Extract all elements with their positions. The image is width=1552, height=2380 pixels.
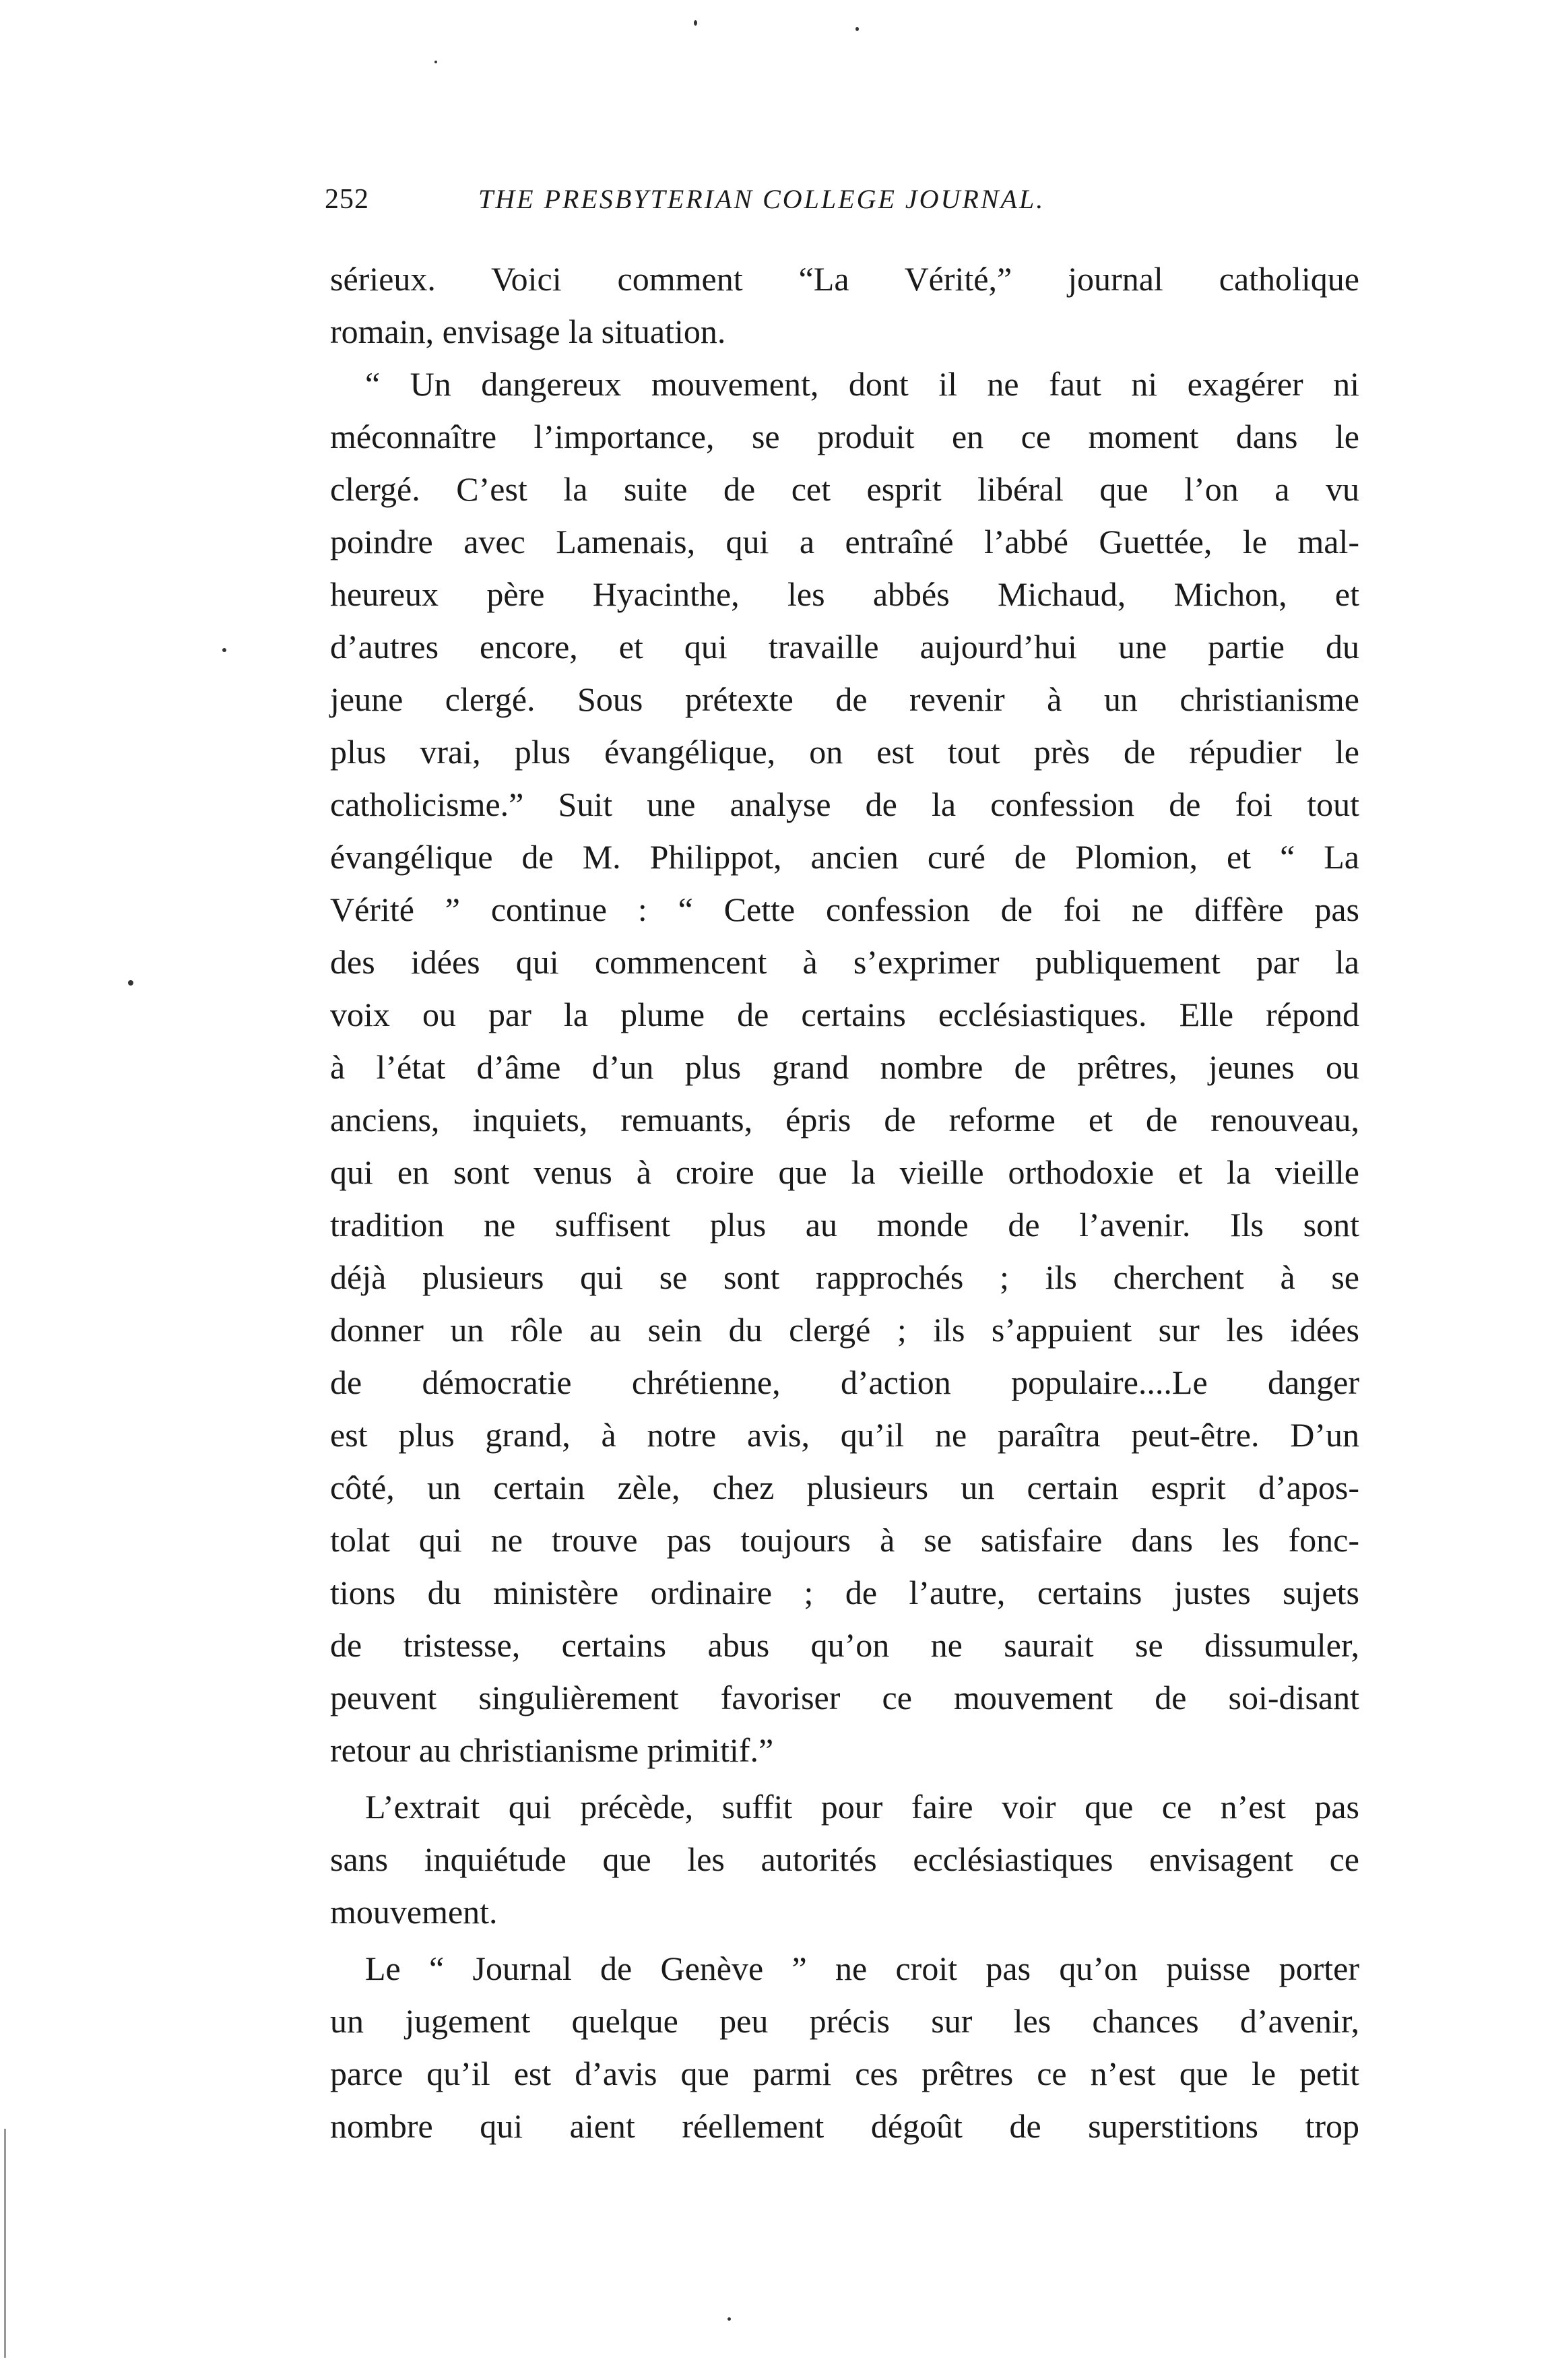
text-line: d’autres encore, et qui travaille aujourd’hui une partie du	[330, 628, 1359, 666]
text-line: parce qu’il est d’avis que parmi ces prêtres ce n’est que le petit	[330, 2055, 1359, 2092]
scan-speck	[434, 61, 437, 63]
text-line: anciens, inquiets, remuants, épris de reforme et de renouveau,	[330, 1101, 1359, 1138]
scan-speck	[728, 2317, 731, 2321]
text-line: sans inquiétude que les autorités ecclésiastiques envisagent ce	[330, 1840, 1359, 1878]
paragraph	[330, 1780, 1359, 1938]
text-line: méconnaître l’importance, se produit en ce moment dans le	[330, 418, 1359, 455]
scan-speck	[222, 648, 226, 652]
paragraph	[330, 1942, 1359, 2152]
text-line: poindre avec Lamenais, qui a entraîné l’abbé Guettée, le mal-	[330, 523, 1359, 560]
scan-speck	[694, 20, 697, 26]
text-line: plus vrai, plus évangélique, on est tout près de répudier le	[330, 733, 1359, 771]
scan-edge-mark	[4, 2129, 6, 2358]
scan-speck	[128, 980, 133, 986]
text-line: jeune clergé. Sous prétexte de revenir à un christianisme	[330, 680, 1359, 718]
text-line: qui en sont venus à croire que la vieille orthodoxie et la vieille	[330, 1153, 1359, 1191]
body-text	[330, 253, 1359, 2152]
text-line: à l’état d’âme d’un plus grand nombre de prêtres, jeunes ou	[330, 1048, 1359, 1086]
text-line: romain, envisage la situation.	[330, 313, 726, 350]
text-line: nombre qui aient réellement dégoût de superstitions trop	[330, 2107, 1359, 2145]
running-title: THE PRESBYTERIAN COLLEGE JOURNAL.	[478, 184, 1045, 214]
text-line: catholicisme.” Suit une analyse de la confession de foi tout	[330, 785, 1359, 823]
text-line: donner un rôle au sein du clergé ; ils s’appuient sur les idées	[330, 1311, 1359, 1349]
text-line: est plus grand, à notre avis, qu’il ne paraîtra peut-être. D’un	[330, 1416, 1359, 1454]
text-line: voix ou par la plume de certains ecclésiastiques. Elle répond	[330, 996, 1359, 1033]
text-line: côté, un certain zèle, chez plusieurs un certain esprit d’apos-	[330, 1469, 1359, 1506]
text-line: retour au christianisme primitif.”	[330, 1731, 774, 1769]
text-line: tolat qui ne trouve pas toujours à se satisfaire dans les fonc-	[330, 1521, 1359, 1559]
text-line: Vérité ” continue : “ Cette confession de foi ne diffère pas	[330, 891, 1359, 928]
text-line: sérieux. Voici comment “La Vérité,” journal catholique	[330, 260, 1359, 298]
text-line: de tristesse, certains abus qu’on ne saurait se dissumuler,	[330, 1626, 1359, 1664]
running-header	[325, 183, 1362, 224]
text-line: évangélique de M. Philippot, ancien curé de Plomion, et “ La	[330, 838, 1359, 876]
text-line: un jugement quelque peu précis sur les chances d’avenir,	[330, 2002, 1359, 2040]
page-number: 252	[325, 184, 369, 215]
text-line: tions du ministère ordinaire ; de l’autre, certains justes sujets	[330, 1574, 1359, 1611]
text-line: Le “ Journal de Genève ” ne croit pas qu’on puisse porter	[365, 1950, 1359, 1987]
text-line: L’extrait qui précède, suffit pour faire voir que ce n’est pas	[365, 1788, 1359, 1826]
text-line: déjà plusieurs qui se sont rapprochés ; ils cherchent à se	[330, 1258, 1359, 1296]
text-line: de démocratie chrétienne, d’action populaire....Le danger	[330, 1363, 1359, 1401]
text-line: heureux père Hyacinthe, les abbés Michaud, Michon, et	[330, 575, 1359, 613]
text-line: clergé. C’est la suite de cet esprit libéral que l’on a vu	[330, 470, 1359, 508]
scan-speck	[855, 27, 859, 31]
text-line: mouvement.	[330, 1893, 498, 1931]
text-line: peuvent singulièrement favoriser ce mouvement de soi-disant	[330, 1679, 1359, 1716]
text-line: tradition ne suffisent plus au monde de l’avenir. Ils sont	[330, 1206, 1359, 1244]
paragraph	[330, 253, 1359, 358]
paragraph	[330, 358, 1359, 1776]
text-line: “ Un dangereux mouvement, dont il ne faut ni exagérer ni	[365, 365, 1359, 403]
text-line: des idées qui commencent à s’exprimer publiquement par la	[330, 943, 1359, 981]
